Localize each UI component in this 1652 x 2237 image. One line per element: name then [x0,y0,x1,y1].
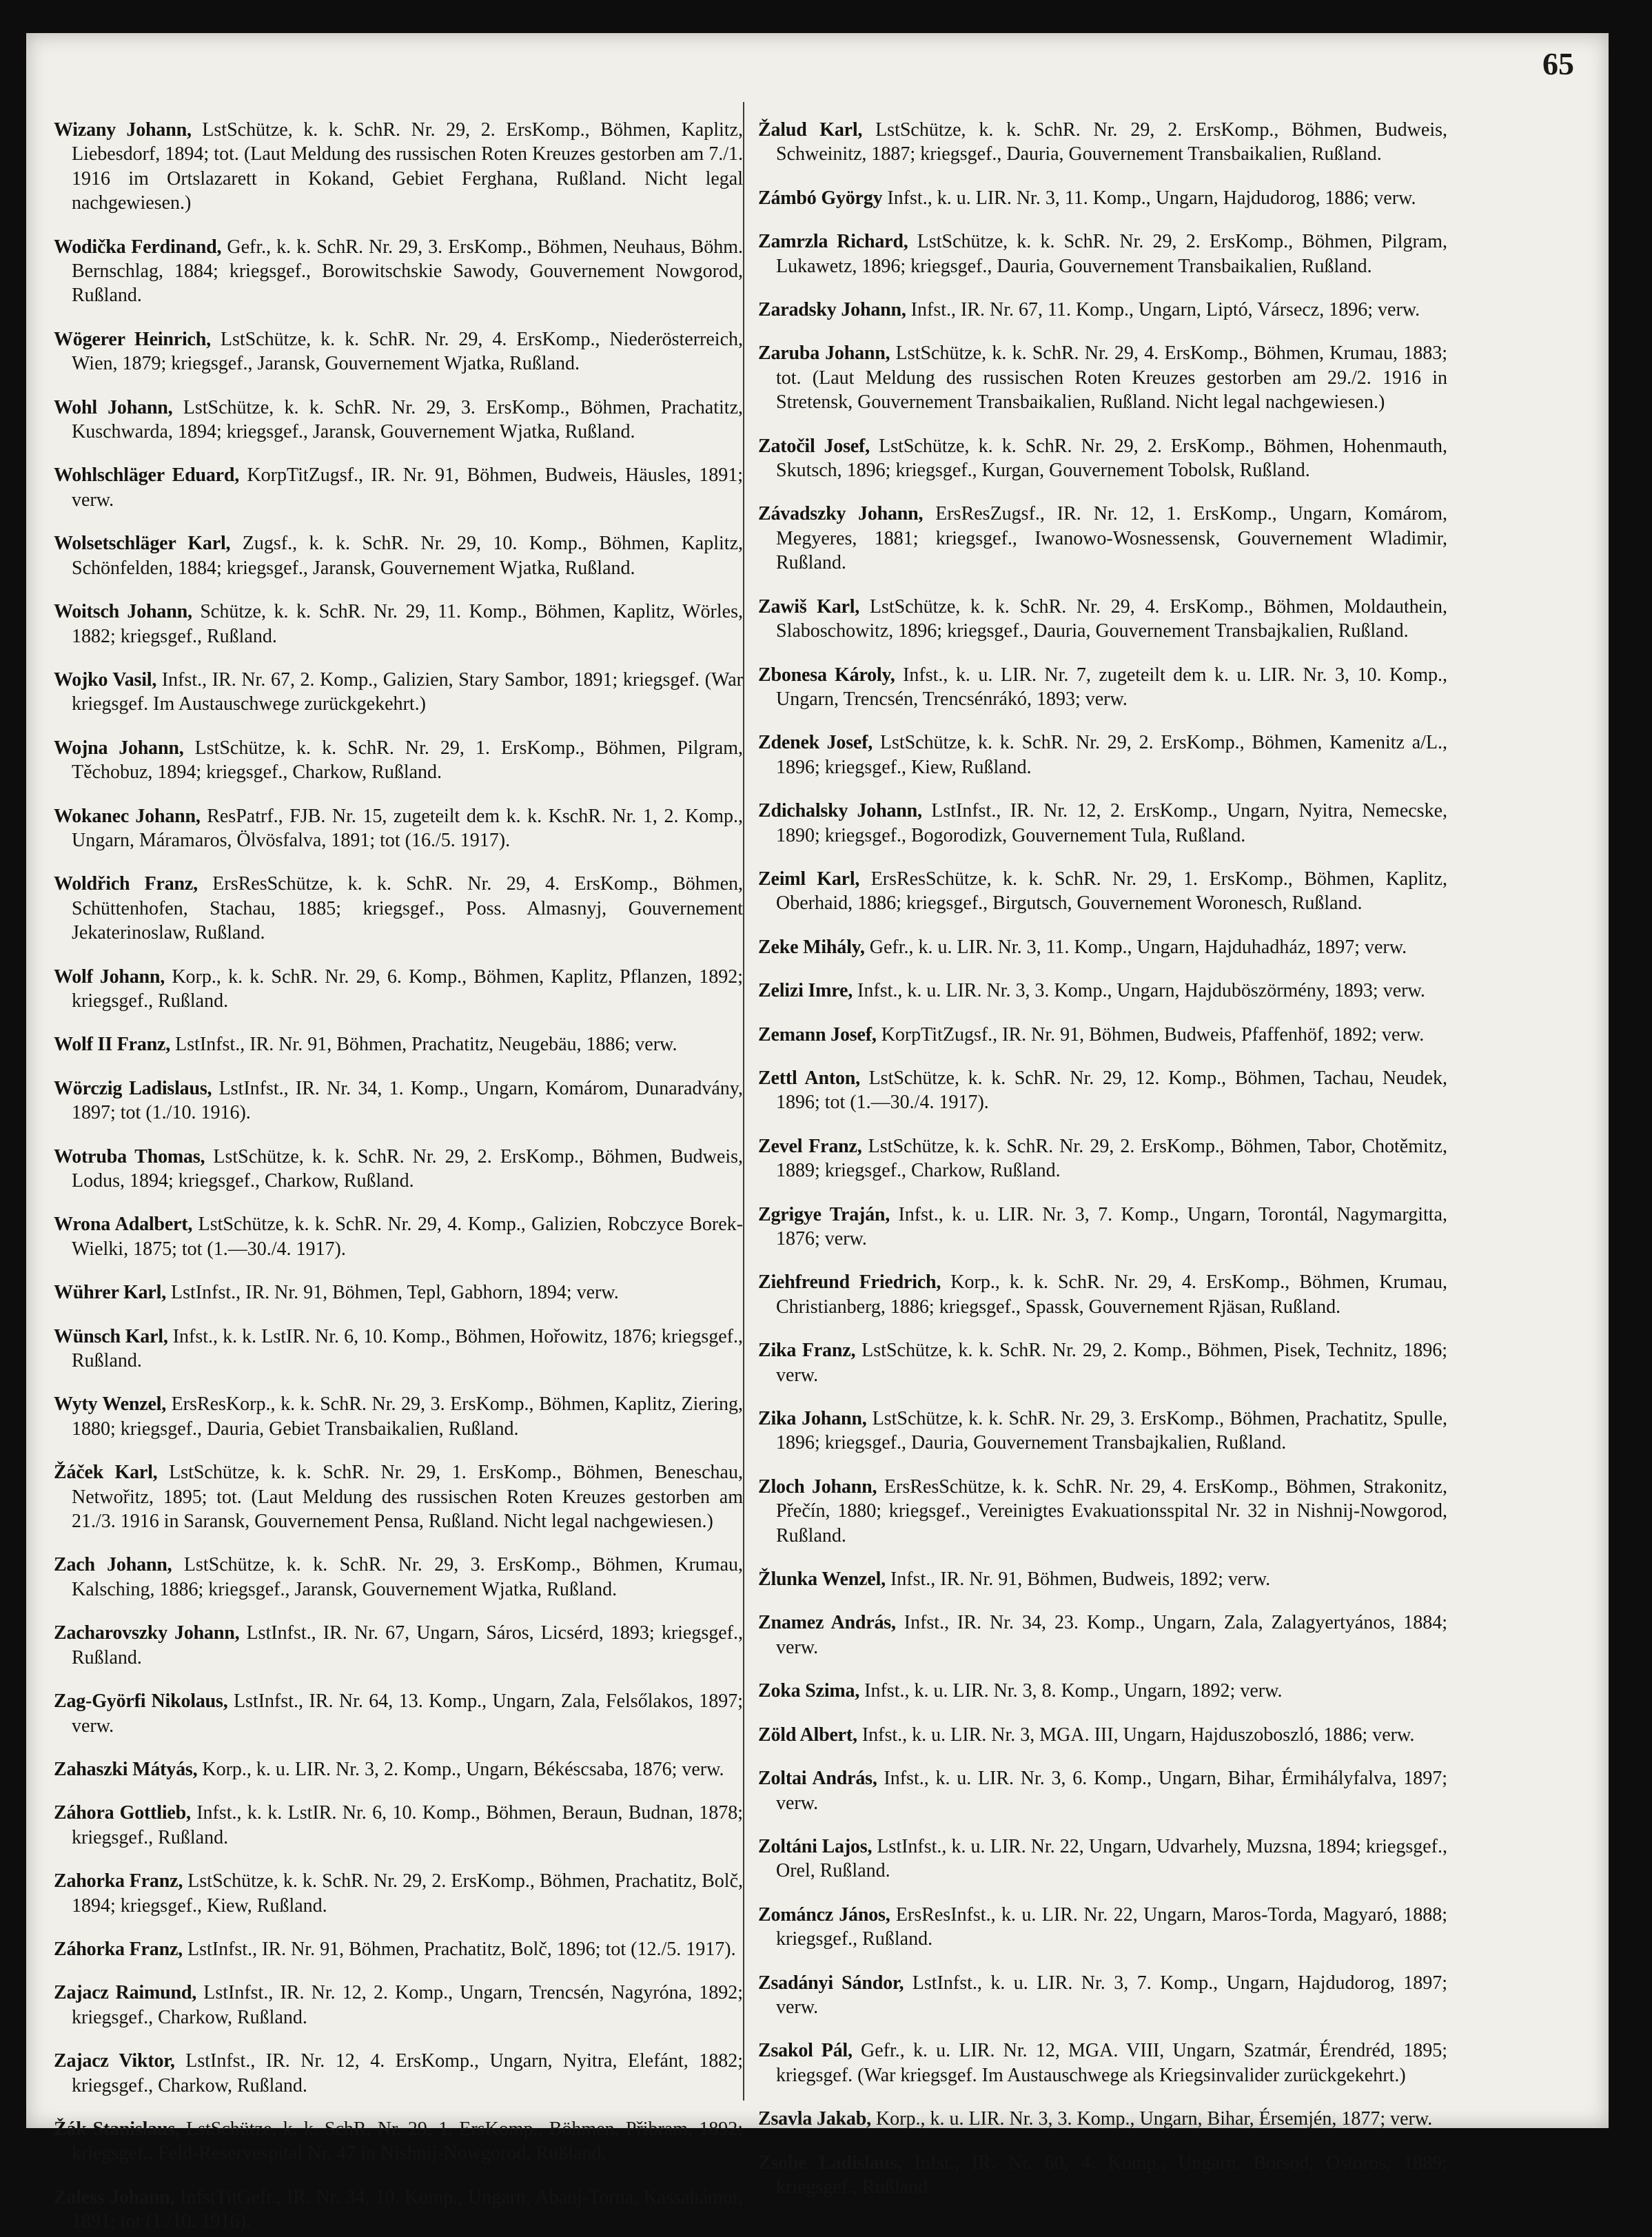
casualty-entry [758,341,1447,414]
casualty-entry [54,668,743,717]
entry-details: LstSchütze, k. k. SchR. Nr. 29, 2. ErsKomp., Böhmen, Kaplitz, Liebesdorf, 1894; tot. (Laut Meldung des russischen Roten Kreuzes gestorben am 7./1. 1916 im Ortslazarett in Kokand, Gebiet Ferghana, Rußland. Nicht legal nachgewiesen.) [72,119,743,214]
entry-name: Zag-Györfi Nikolaus, [54,1690,228,1713]
entry-name: Wünsch Karl, [54,1325,168,1347]
entry-name: Wizany Johann, [54,119,192,141]
casualty-entry [758,1134,1447,1183]
entry-name: Žák Stanislaus, [54,2118,180,2140]
entry-details: ErsResSchütze, k. k. SchR. Nr. 29, 4. ErsKomp., Böhmen, Strakonitz, Přečín, 1880; kriegsgef., Vereinigtes Evakuationsspital Nr. 32 in Nishnij-Nowgorod, Rußland. [776,1475,1448,1546]
entry-details: LstInfst., IR. Nr. 91, Böhmen, Prachatitz, Neugebäu, 1886; verw. [170,1034,677,1056]
entry-details: Korp., k. u. LIR. Nr. 3, 2. Komp., Ungarn, Békéscsaba, 1876; verw. [197,1758,724,1780]
casualty-entry [758,979,1447,1003]
casualty-entry [54,1145,743,1194]
entry-details: Schütze, k. k. SchR. Nr. 29, 11. Komp., Böhmen, Kaplitz, Wörles, 1882; kriegsgef., Rußland. [72,601,743,647]
casualty-entry [758,1023,1447,1047]
casualty-entry [758,502,1447,575]
casualty-entry [54,1937,743,1961]
entry-details: ErsResSchütze, k. k. SchR. Nr. 29, 1. ErsKomp., Böhmen, Kaplitz, Oberhaid, 1886; kriegsgef., Birgutsch, Gouvernement Woronesch, Rußland. [776,868,1447,915]
entry-details: LstSchütze, k. k. SchR. Nr. 29, 2. ErsKomp., Böhmen, Pilgram, Lukawetz, 1896; kriegsgef., Dauria, Gouvernement Transbaikalien, Rußland. [776,231,1448,277]
entry-name: Zsavla Jakab, [758,2108,871,2130]
entry-details: Gefr., k. u. LIR. Nr. 3, 11. Komp., Ungarn, Hajduhadház, 1897; verw. [864,936,1407,958]
entry-details: LstInfst., k. u. LIR. Nr. 3, 7. Komp., Ungarn, Hajdudorog, 1897; verw. [776,1972,1447,2018]
entry-details: Infst., k. u. LIR. Nr. 3, MGA. III, Ungarn, Hajduszoboszló, 1886; verw. [857,1724,1415,1746]
entry-details: LstSchütze, k. k. SchR. Nr. 29, 4. ErsKomp., Niederösterreich, Wien, 1879; kriegsgef., Jaransk, Gouvernement Wjatka, Rußland. [72,328,743,375]
casualty-entry [54,1553,743,1602]
entry-details: LstInfst., IR. Nr. 34, 1. Komp., Ungarn, Komárom, Dunaradvány, 1897; tot (1./10. 1916). [72,1077,743,1124]
entry-name: Wyty Wenzel, [54,1393,167,1416]
entry-name: Zloch Johann, [758,1475,877,1498]
casualty-entry [54,804,743,853]
entry-details: LstSchütze, k. k. SchR. Nr. 29, 3. ErsKomp., Böhmen, Prachatitz, Spulle, 1896; kriegsgef., Dauria, Gouvernement Transbajkalien, Rußland. [776,1408,1447,1454]
entry-name: Wrona Adalbert, [54,1214,193,1236]
entry-name: Ziehfreund Friedrich, [758,1271,941,1294]
casualty-entry [54,1869,743,1918]
casualty-entry [54,2049,743,2098]
entry-name: Zahaszki Mátyás, [54,1758,198,1780]
entry-details: LstSchütze, k. k. SchR. Nr. 29, 2. ErsKomp., Böhmen, Hohenmauth, Skutsch, 1896; kriegsgef., Kurgan, Gouvernement Tobolsk, Rußland. [776,435,1447,482]
entry-details: ErsResKorp., k. k. SchR. Nr. 29, 3. ErsKomp., Böhmen, Kaplitz, Ziering, 1880; kriegsgef., Dauria, Gebiet Transbaikalien, Rußland. [72,1393,743,1440]
entry-details: LstSchütze, k. k. SchR. Nr. 29, 4. ErsKomp., Böhmen, Moldauthein, Slaboschowitz, 1896; kriegsgef., Dauria, Gouvernement Transbajkalien, Rußland. [776,595,1447,642]
casualty-entry [758,867,1447,916]
entry-details: Infst., k. u. LIR. Nr. 3, 6. Komp., Ungarn, Bihar, Érmihályfalva, 1897; verw. [776,1768,1448,1814]
entry-details: LstSchütze, k. k. SchR. Nr. 29, 2. ErsKomp., Böhmen, Kamenitz a/L., 1896; kriegsgef., Kiew, Rußland. [776,732,1448,778]
casualty-entry [758,1679,1447,1703]
entry-name: Zoltáni Lajos, [758,1835,873,1857]
casualty-entry [758,1066,1447,1115]
entry-details: ErsResSchütze, k. k. SchR. Nr. 29, 4. ErsKomp., Böhmen, Schüttenhofen, Stachau, 1885; kriegsgef., Poss. Almasnyj, Gouvernement Jekaterinoslaw, Rußland. [72,873,743,944]
entry-details: LstSchütze, k. k. SchR. Nr. 29, 4. ErsKomp., Böhmen, Krumau, 1883; tot. (Laut Meldung des russischen Roten Kreuzes gestorben am 29./2. 1916 in Stretensk, Gouvernement Transbaikalien, Rußland. Nicht legal nachgewiesen.) [776,343,1447,413]
entry-details: LstInfst., IR. Nr. 12, 4. ErsKomp., Ungarn, Nyitra, Elefánt, 1882; kriegsgef., Charkow, Rußland. [72,2050,744,2096]
entry-details: ResPatrf., FJB. Nr. 15, zugeteilt dem k. k. KschR. Nr. 1, 2. Komp., Ungarn, Máramaros, Ölvösfalva, 1891; tot (16./5. 1917). [72,805,743,851]
entry-name: Zaless Johann, [54,2186,175,2208]
entry-name: Wohl Johann, [54,396,173,418]
entry-name: Wolf II Franz, [54,1034,171,1056]
casualty-entry [758,1723,1447,1747]
entry-details: Infst., IR. Nr. 67, 11. Komp., Ungarn, Liptó, Vársecz, 1896; verw. [906,299,1420,321]
entry-details: LstSchütze, k. k. SchR. Nr. 29, 1. ErsKomp., Böhmen, Pilgram, Těchobuz, 1894; kriegsgef., Charkow, Rußland. [72,737,744,784]
entry-details: Infst., k. k. LstIR. Nr. 6, 10. Komp., Böhmen, Hořowitz, 1876; kriegsgef., Rußland. [72,1325,743,1372]
casualty-entry [758,1835,1447,1883]
entry-name: Zevel Franz, [758,1135,862,1157]
casualty-entry [758,1903,1447,1952]
entry-name: Wolsetschläger Karl, [54,533,231,555]
casualty-entry [54,1325,743,1373]
casualty-entry [758,1475,1447,1548]
entry-name: Zahorka Franz, [54,1870,183,1892]
entry-details: LstSchütze, k. k. SchR. Nr. 29, 3. ErsKomp., Böhmen, Prachatitz, Kuschwarda, 1894; kriegsgef., Jaransk, Gouvernement Wjatka, Rußland. [72,396,743,443]
casualty-entry [54,396,743,445]
casualty-entry [758,731,1447,779]
entry-name: Zománcz János, [758,1903,890,1926]
casualty-entry [758,1567,1447,1591]
entry-details: LstInfst., IR. Nr. 91, Böhmen, Tepl, Gabhorn, 1894; verw. [166,1282,619,1304]
entry-name: Zajacz Raimund, [54,1982,197,2004]
casualty-entry [54,965,743,1014]
casualty-entry [758,935,1447,959]
casualty-entry [54,736,743,785]
casualty-entry [54,1076,743,1125]
entry-details: LstSchütze, k. k. SchR. Nr. 29, 12. Komp., Böhmen, Tachau, Neudek, 1896; tot (1.—30./4. 1917). [776,1067,1447,1114]
entry-name: Zajacz Viktor, [54,2050,175,2072]
entry-details: LstSchütze, k. k. SchR. Nr. 29, 2. ErsKomp., Böhmen, Tabor, Chotěmitz, 1889; kriegsgef., Charkow, Rußland. [776,1135,1447,1182]
left-column [54,99,743,2237]
entry-name: Zaradsky Johann, [758,299,906,321]
entry-name: Zemann Josef, [758,1023,877,1045]
entry-name: Zach Johann, [54,1554,172,1576]
entry-details: LstInfst., IR. Nr. 12, 2. Komp., Ungarn, Trencsén, Nagyróna, 1892; kriegsgef., Charkow, Rußland. [72,1982,743,2028]
entry-name: Žalud Karl, [758,119,863,141]
entry-details: Korp., k. k. SchR. Nr. 29, 6. Komp., Böhmen, Kaplitz, Pflanzen, 1892; kriegsgef., Rußland. [72,966,743,1012]
entry-name: Zettl Anton, [758,1067,860,1089]
casualty-entry [758,118,1447,167]
entry-name: Wührer Karl, [54,1282,167,1304]
casualty-entry [54,1981,743,2030]
casualty-entry [758,2151,1447,2200]
entry-details: Gefr., k. k. SchR. Nr. 29, 3. ErsKomp., Böhmen, Neuhaus, Böhm. Bernschlag, 1884; kriegsgef., Borowitschskie Sawody, Gouvernement Nowgorod, Rußland. [72,236,744,307]
entry-details: LstInfst., IR. Nr. 64, 13. Komp., Ungarn, Zala, Felsőlakos, 1897; verw. [72,1690,743,1737]
entry-name: Wörczig Ladislaus, [54,1077,212,1099]
casualty-entry [758,1971,1447,2020]
casualty-entry [54,1689,743,1738]
entry-name: Zamrzla Richard, [758,231,908,253]
entry-details: InfstTitGefr., IR. Nr. 34, 10. Komp., Ungarn, Abauj-Torna, Kassahámor, 1891; tot (1./10. 1916). [72,2186,743,2233]
entry-details: LstInfst., IR. Nr. 91, Böhmen, Prachatitz, Bolč, 1896; tot (12./5. 1917). [182,1938,736,1960]
entry-name: Woitsch Johann, [54,601,192,623]
entry-name: Závadszky Johann, [758,503,924,525]
entry-name: Zoka Szima, [758,1680,860,1702]
casualty-entry [758,2107,1447,2131]
entry-details: LstInfst., IR. Nr. 12, 2. ErsKomp., Ungarn, Nyitra, Nemecske, 1890; kriegsgef., Bogorodizk, Gouvernement Tula, Rußland. [776,800,1447,846]
entry-details: Zugsf., k. k. SchR. Nr. 29, 10. Komp., Böhmen, Kaplitz, Schönfelden, 1884; kriegsgef., Jaransk, Gouvernement Wjatka, Rußland. [72,533,744,579]
entry-name: Zsadányi Sándor, [758,1972,904,1994]
entry-name: Zsobe Ladislaus, [758,2152,902,2174]
casualty-entry [54,235,743,308]
casualty-entry [54,2185,743,2234]
entry-details: LstSchütze, k. k. SchR. Nr. 29, 2. Komp., Böhmen, Pisek, Technitz, 1896; verw. [776,1340,1447,1386]
entry-details: ErsResInfst., k. u. LIR. Nr. 22, Ungarn, Maros-Torda, Magyaró, 1888; kriegsgef., Rußland. [776,1903,1447,1950]
entry-details: Infst., IR. Nr. 60, 4. Komp., Ungarn, Borsod, Ostoros, 1889; kriegsgef., Rußland. [776,2152,1448,2198]
entry-name: Zeke Mihály, [758,936,865,958]
entry-name: Znamez András, [758,1612,896,1634]
entry-name: Zeiml Karl, [758,868,860,890]
casualty-entry [758,663,1447,712]
page-number: 65 [1542,46,1574,81]
column-divider [743,102,744,2101]
entry-name: Wögerer Heinrich, [54,328,211,350]
entry-name: Zámbó György [758,187,883,209]
entry-details: Korp., k. k. SchR. Nr. 29, 4. ErsKomp., Böhmen, Krumau, Christianberg, 1886; kriegsgef., Spassk, Gouvernement Rjäsan, Rußland. [776,1271,1447,1318]
casualty-entry [54,1621,743,1670]
entry-details: Gefr., k. u. LIR. Nr. 12, MGA. VIII, Ungarn, Szatmár, Érendréd, 1895; kriegsgef. (War kriegsgef. Im Austauschwege als Kriegsinvalider zurückgekehrt.) [776,2040,1448,2086]
entry-name: Wojko Vasil, [54,668,157,691]
casualty-entry [54,463,743,512]
entry-name: Zatočil Josef, [758,435,870,457]
entry-details: Infst., IR. Nr. 67, 2. Komp., Galizien, Stary Sambor, 1891; kriegsgef. (War kriegsgef. Im Austauschwege zurückgekehrt.) [72,668,743,715]
casualty-entry [758,1203,1447,1252]
entry-name: Wohlschläger Eduard, [54,464,240,487]
casualty-entry [54,1280,743,1305]
entry-details: Infst., k. u. LIR. Nr. 7, zugeteilt dem k. u. LIR. Nr. 3, 10. Komp., Ungarn, Trencsén, Trencsénrákó, 1893; verw. [776,664,1447,710]
casualty-entry [758,1611,1447,1659]
entry-details: LstSchütze, k. k. SchR. Nr. 29, 3. ErsKomp., Böhmen, Krumau, Kalsching, 1886; kriegsgef., Jaransk, Gouvernement Wjatka, Rußland. [72,1554,743,1600]
entry-details: Korp., k. u. LIR. Nr. 3, 3. Komp., Ungarn, Bihar, Érsemjén, 1877; verw. [870,2108,1433,2130]
casualty-entry [758,799,1447,848]
entry-name: Zacharovszky Johann, [54,1622,240,1644]
casualty-entry [54,531,743,580]
casualty-entry [54,1460,743,1533]
entry-details: LstSchütze, k. k. SchR. Nr. 29, 2. ErsKomp., Böhmen, Budweis, Lodus, 1894; kriegsgef., Charkow, Rußland. [72,1145,743,1192]
entry-name: Zoltai András, [758,1768,877,1790]
casualty-entry [54,118,743,216]
entry-details: Infst., k. k. LstIR. Nr. 6, 10. Komp., Böhmen, Beraun, Budnan, 1878; kriegsgef., Rußland. [72,1802,743,1848]
entry-name: Žáček Karl, [54,1462,158,1484]
entry-name: Zgrigye Traján, [758,1203,890,1225]
casualty-entry [758,186,1447,210]
entry-name: Zdenek Josef, [758,732,873,754]
entry-name: Woldřich Franz, [54,873,198,895]
casualty-entry [758,1270,1447,1319]
entry-name: Zbonesa Károly, [758,664,895,686]
casualty-entry [758,229,1447,278]
entry-details: KorpTitZugsf., IR. Nr. 91, Böhmen, Budweis, Häusles, 1891; verw. [72,464,744,511]
entry-details: ErsResZugsf., IR. Nr. 12, 1. ErsKomp., Ungarn, Komárom, Megyeres, 1881; kriegsgef., Iwanowo-Wosnessensk, Gouvernement Wladimir, Rußland. [776,503,1447,574]
document-page [26,33,1609,2233]
entry-name: Wotruba Thomas, [54,1145,205,1167]
casualty-entry [54,1801,743,1850]
entry-details: Infst., k. u. LIR. Nr. 3, 7. Komp., Ungarn, Torontál, Nagymargitta, 1876; verw. [776,1203,1447,1249]
casualty-entry [758,2039,1447,2087]
casualty-entry [758,434,1447,483]
entry-details: Infst., k. u. LIR. Nr. 3, 3. Komp., Ungarn, Hajduböszörmény, 1893; verw. [853,980,1425,1002]
entry-details: LstInfst., k. u. LIR. Nr. 22, Ungarn, Udvarhely, Muzsna, 1894; kriegsgef., Orel, Rußland. [776,1835,1447,1882]
entry-name: Zika Johann, [758,1408,867,1430]
casualty-entry [54,327,743,376]
entry-name: Wolf Johann, [54,966,165,988]
casualty-entry [54,1392,743,1441]
entry-name: Zelizi Imre, [758,980,853,1002]
entry-details: LstSchütze, k. k. SchR. Nr. 29, 4. Komp., Galizien, Robczyce Borek-Wielki, 1875; tot (1.—30./4. 1917). [72,1214,743,1260]
entry-name: Žlunka Wenzel, [758,1569,886,1591]
entry-name: Zöld Albert, [758,1724,857,1746]
entry-name: Zsakol Pál, [758,2040,853,2062]
entry-details: Infst., k. u. LIR. Nr. 3, 11. Komp., Ungarn, Hajdudorog, 1886; verw. [882,187,1416,209]
casualty-entry [54,600,743,648]
casualty-entry [758,1338,1447,1387]
entry-name: Zdichalsky Johann, [758,800,922,822]
entry-name: Zawiš Karl, [758,595,860,617]
entry-details: LstSchütze, k. k. SchR. Nr. 29, 1. ErsKomp., Böhmen, Přibram, 1892; kriegsgef., Feld-Reservespital Nr. 47 in Nishnij-Nowgorod, Rußland. [72,2118,743,2165]
entry-details: LstSchütze, k. k. SchR. Nr. 29, 2. ErsKomp., Böhmen, Budweis, Schweinitz, 1887; kriegsgef., Dauria, Gouvernement Transbaikalien, Rußland. [776,119,1447,165]
casualty-entry [54,872,743,945]
casualty-entry [54,1757,743,1781]
casualty-entry [758,1407,1447,1455]
entry-details: Infst., k. u. LIR. Nr. 3, 8. Komp., Ungarn, 1892; verw. [859,1680,1283,1702]
casualty-entry [758,298,1447,322]
entry-details: LstSchütze, k. k. SchR. Nr. 29, 2. ErsKomp., Böhmen, Prachatitz, Bolč, 1894; kriegsgef., Kiew, Rußland. [72,1870,743,1917]
entry-name: Wodička Ferdinand, [54,236,222,258]
right-column [758,99,1447,2202]
casualty-entry [758,1766,1447,1815]
entry-details: LstInfst., IR. Nr. 67, Ungarn, Sáros, Licsérd, 1893; kriegsgef., Rußland. [72,1622,743,1668]
entry-details: KorpTitZugsf., IR. Nr. 91, Böhmen, Budweis, Pfaffenhöf, 1892; verw. [876,1023,1425,1045]
entry-details: LstSchütze, k. k. SchR. Nr. 29, 1. ErsKomp., Böhmen, Beneschau, Netwořitz, 1895; tot. (Laut Meldung des russischen Roten Kreuzes gestorben am 21./3. 1916 in Saransk, Gouvernement Pensa, Rußland. Nicht legal nachgewiesen.) [72,1462,743,1533]
casualty-entry [758,595,1447,644]
casualty-entry [54,1032,743,1056]
entry-name: Wojna Johann, [54,737,184,759]
entry-details: Infst., IR. Nr. 34, 23. Komp., Ungarn, Zala, Zalagyertyános, 1884; verw. [776,1612,1447,1658]
casualty-entry [54,2117,743,2166]
entry-name: Zaruba Johann, [758,343,890,365]
casualty-entry [54,1212,743,1261]
entry-name: Zika Franz, [758,1340,856,1362]
entry-name: Záhorka Franz, [54,1938,183,1960]
entry-name: Záhora Gottlieb, [54,1802,191,1824]
entry-details: Infst., IR. Nr. 91, Böhmen, Budweis, 1892; verw. [885,1569,1271,1591]
entry-name: Wokanec Johann, [54,805,201,827]
